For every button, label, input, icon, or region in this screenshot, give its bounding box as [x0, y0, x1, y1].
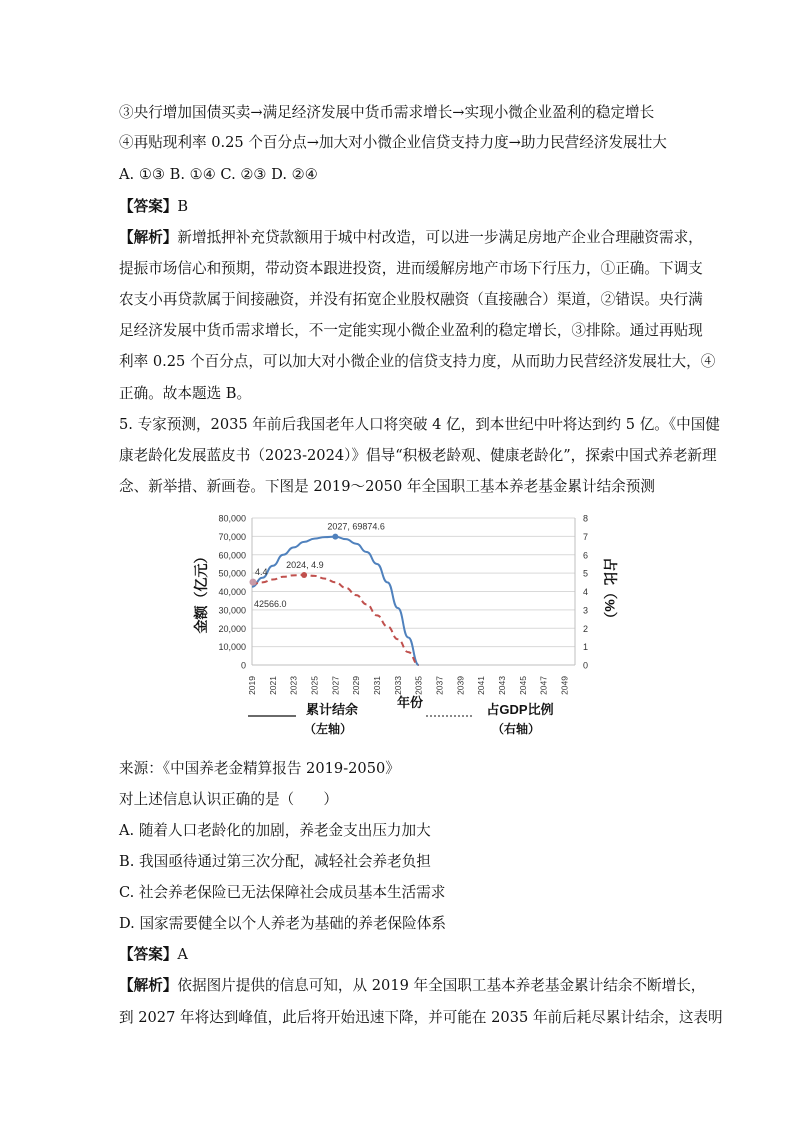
question-5-line-3: 念、新举措、新画卷。下图是 2019～2050 年全国职工基本养老基金累计结余预测: [119, 478, 655, 495]
data-label: 4.4: [255, 567, 268, 578]
x-tick-label: 2029: [351, 676, 362, 695]
x-tick-label: 2023: [288, 676, 299, 695]
chart-labels: [193, 514, 618, 737]
x-tick-label: 2041: [476, 676, 487, 695]
data-point-marker: [250, 579, 257, 586]
y-tick-label: 10,000: [218, 642, 246, 653]
option-b: B. 我国亟待通过第三次分配，减轻社会养老负担: [119, 853, 431, 870]
y2-axis-title: 占比（%）: [602, 557, 618, 626]
y-axis-title: 金额（亿元）: [193, 549, 209, 634]
analysis-line-5: 利率 0.25 个百分点，可以加大对小微企业的信贷支持力度，从而助力民营经济发展壮大，④: [119, 353, 716, 370]
analysis-line-3: 农支小再贷款属于间接融资，并没有拓宽企业股权融资（直接融合）渠道，②错误。央行满: [119, 291, 703, 308]
y2-tick-label: 7: [583, 531, 589, 542]
x-tick-label: 2043: [497, 676, 508, 695]
y2-tick-label: 3: [583, 605, 589, 616]
answer-value: B: [177, 198, 189, 215]
question-prompt: 对上述信息认识正确的是（ ）: [119, 791, 338, 808]
option-c: C. 社会养老保险已无法保障社会成员基本生活需求: [119, 884, 446, 901]
choices-line: A. ①③ B. ①④ C. ②③ D. ②④: [119, 166, 318, 183]
series-line: [252, 575, 419, 665]
data-point-marker: [301, 572, 307, 578]
y-tick-label: 80,000: [218, 513, 246, 524]
answer-tag: 【答案】: [119, 198, 178, 215]
option-4-line: ④再贴现利率 0.25 个百分点→加大对小微企业信贷支持力度→助力民营经济发展壮大: [119, 134, 667, 151]
analysis-line-6: 正确。故本题选 B。: [119, 385, 252, 402]
option-d: D. 国家需要健全以个人养老为基础的养老保险体系: [119, 915, 446, 932]
analysis-line-2: 提振市场信心和预期，带动资本跟进投资，进而缓解房地产市场下行压力，①正确。下调支: [119, 260, 703, 277]
y-tick-label: 40,000: [218, 587, 246, 597]
y-tick-label: 70,000: [218, 531, 246, 542]
data-label: 2024, 4.9: [286, 559, 324, 570]
x-tick-label: 2049: [559, 676, 570, 695]
analysis-line-1: [119, 228, 703, 248]
data-label: 2027, 69874.6: [327, 521, 385, 532]
y2-tick-label: 5: [583, 568, 589, 579]
data-label: 42566.0: [254, 598, 287, 609]
x-tick-label: 2033: [392, 676, 403, 695]
explanation-text: 依据图片提供的信息可知，从 2019 年全国职工基本养老基金累计结余不断增长，: [177, 977, 706, 994]
x-tick-label: 2035: [413, 676, 424, 695]
pension-fund-chart: [180, 505, 620, 750]
analysis-text: 新增抵押补充贷款额用于城中村改造，可以进一步满足房地产企业合理融资需求，: [177, 229, 703, 246]
data-point-marker: [332, 534, 338, 540]
y-tick-label: 30,000: [218, 605, 246, 616]
y2-tick-label: 2: [583, 623, 589, 634]
y2-tick-label: 1: [583, 642, 589, 653]
x-tick-label: 2039: [455, 676, 466, 695]
legend-label: 累计结余: [305, 702, 359, 717]
explanation-line-2: 到 2027 年将达到峰值，此后将开始迅速下降，并可能在 2035 年前后耗尽累计结余，这表明: [119, 1009, 723, 1026]
y2-tick-label: 4: [583, 587, 589, 597]
answer-line-2: [119, 945, 188, 965]
legend-sublabel: （左轴）: [303, 722, 353, 736]
y2-tick-label: 0: [583, 660, 589, 671]
x-tick-label: 2025: [309, 676, 320, 695]
answer-value-2: A: [177, 946, 188, 963]
y2-tick-label: 6: [583, 550, 589, 561]
explanation-tag: 【解析】: [119, 977, 178, 994]
chart-gridlines: [252, 518, 575, 665]
x-tick-label: 2045: [517, 676, 528, 695]
x-tick-label: 2031: [372, 676, 383, 695]
explanation-line-1: [119, 976, 705, 996]
x-tick-label: 2019: [247, 676, 257, 695]
y-tick-label: 0: [240, 660, 246, 671]
answer-tag-2: 【答案】: [119, 946, 178, 963]
legend-label: 占GDP比例: [486, 702, 554, 717]
analysis-tag: 【解析】: [119, 229, 178, 246]
legend-sublabel: （右轴）: [491, 722, 541, 736]
source-line: 来源：《中国养老金精算报告 2019-2050》: [119, 760, 400, 777]
question-5-line-2: 康老龄化发展蓝皮书（2023-2024）》倡导“积极老龄观、健康老龄化”，探索中国式养老新理: [119, 447, 717, 464]
x-tick-label: 2021: [267, 676, 278, 695]
question-5-line-1: 5. 专家预测，2035 年前后我国老年人口将突破 4 亿，到本世纪中叶将达到约 5 亿。《中国健: [119, 416, 720, 433]
option-a: A. 随着人口老龄化的加剧，养老金支出压力加大: [119, 822, 431, 839]
y-tick-label: 60,000: [218, 550, 246, 561]
x-tick-label: 2037: [434, 676, 445, 695]
analysis-line-4: 足经济发展中货币需求增长，不一定能实现小微企业盈利的稳定增长，③排除。通过再贴现: [119, 322, 703, 339]
x-tick-label: 2027: [330, 676, 341, 695]
y2-tick-label: 8: [583, 513, 589, 524]
y-tick-label: 20,000: [218, 623, 246, 634]
x-tick-label: 2047: [538, 676, 549, 695]
answer-line: [119, 197, 188, 217]
x-axis-title: 年份: [396, 695, 424, 710]
y-tick-label: 50,000: [218, 568, 246, 579]
option-3-line: ③央行增加国债买卖→满足经济发展中货币需求增长→实现小微企业盈利的稳定增长: [119, 104, 655, 121]
